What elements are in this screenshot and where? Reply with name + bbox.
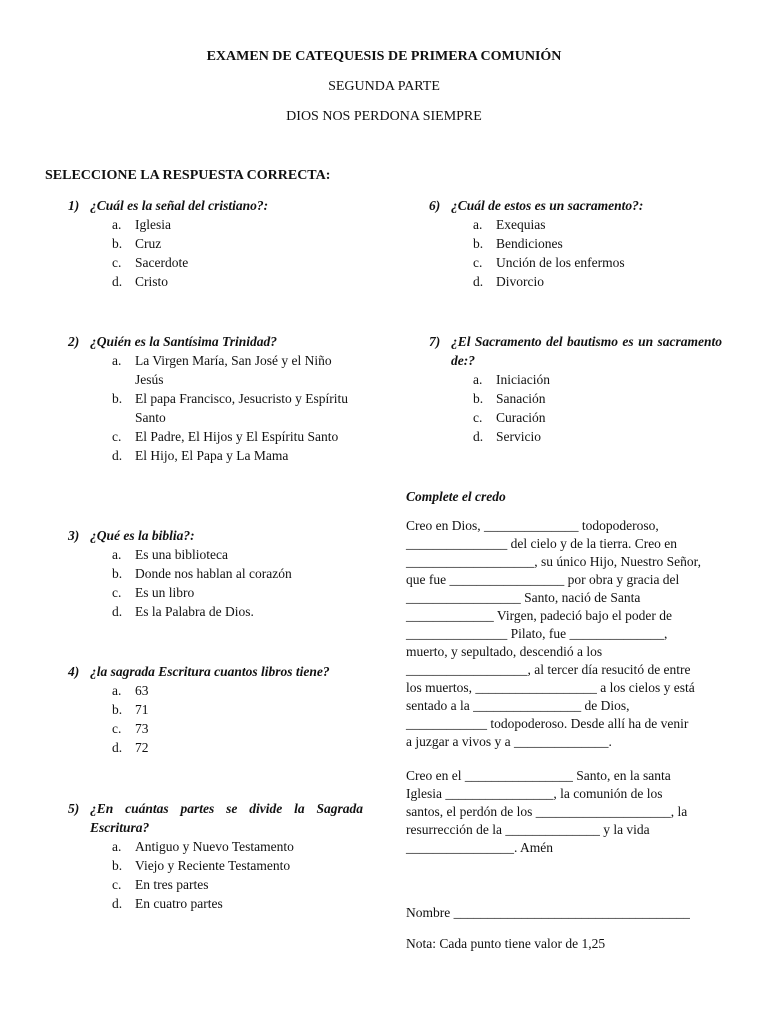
option-letter: d. — [112, 740, 123, 755]
option-text: Es una biblioteca — [135, 547, 228, 562]
answer-option[interactable] — [68, 583, 363, 602]
option-letter: a. — [473, 372, 483, 387]
question-number: 4) — [68, 664, 80, 679]
option-text: 63 — [135, 683, 149, 698]
name-field[interactable]: Nombre ___________________________________ — [406, 905, 690, 920]
question-4 — [68, 662, 363, 757]
option-text: El Padre, El Hijos y El Espíritu Santo — [135, 429, 339, 444]
answer-option[interactable] — [68, 602, 363, 621]
option-text: Es la Palabra de Dios. — [135, 604, 254, 619]
answer-option[interactable] — [68, 389, 363, 427]
option-letter: c. — [473, 410, 483, 425]
answer-option[interactable] — [429, 253, 722, 272]
answer-option[interactable] — [68, 446, 363, 465]
option-letter: b. — [112, 391, 123, 406]
question-text: ¿En cuántas partes se divide la Sagrada Escritura? — [90, 801, 363, 835]
question-text: ¿Qué es la biblia?: — [90, 528, 195, 543]
exam-subtitle-part: SEGUNDA PARTE — [328, 79, 440, 94]
question-2 — [68, 332, 363, 465]
answer-option[interactable] — [429, 408, 722, 427]
question-3 — [68, 526, 363, 621]
question-5 — [68, 799, 363, 913]
answer-option[interactable] — [68, 234, 363, 253]
option-text: Cruz — [135, 236, 162, 251]
option-text: Divorcio — [496, 274, 544, 289]
answer-option[interactable] — [68, 351, 363, 389]
answer-option[interactable] — [68, 427, 363, 446]
answer-option[interactable] — [68, 215, 363, 234]
answer-option[interactable] — [68, 681, 363, 700]
option-letter: b. — [473, 236, 484, 251]
answer-option[interactable] — [68, 719, 363, 738]
option-letter: b. — [112, 858, 123, 873]
option-text: Viejo y Reciente Testamento — [135, 858, 291, 873]
question-number: 2) — [68, 334, 80, 349]
exam-title: EXAMEN DE CATEQUESIS DE PRIMERA COMUNIÓN — [206, 49, 562, 64]
option-text: Servicio — [496, 429, 541, 444]
option-letter: a. — [112, 839, 122, 854]
option-text: 72 — [135, 740, 149, 755]
question-text: ¿Cuál de estos es un sacramento?: — [451, 198, 644, 213]
option-letter: d. — [473, 429, 484, 444]
option-text: Es un libro — [135, 585, 195, 600]
answer-option[interactable] — [68, 545, 363, 564]
question-number: 6) — [429, 198, 441, 213]
answer-option[interactable] — [429, 234, 722, 253]
answer-option[interactable] — [429, 389, 722, 408]
option-letter: a. — [112, 547, 122, 562]
answer-option[interactable] — [68, 875, 363, 894]
question-text: ¿Quién es la Santísima Trinidad? — [90, 334, 278, 349]
question-number: 3) — [68, 528, 80, 543]
option-letter: a. — [112, 353, 122, 368]
option-letter: a. — [112, 683, 122, 698]
answer-option[interactable] — [68, 700, 363, 719]
option-text: Iniciación — [496, 372, 550, 387]
option-letter: c. — [112, 429, 122, 444]
credo-paragraph-2[interactable]: Creo en el ________________ Santo, en la santa Iglesia ________________, la comunión de los santos, el perdón de los ____________________, la resurrección de la ______________ y la vida ________________. Amén — [406, 768, 688, 855]
option-letter: d. — [112, 604, 123, 619]
answer-option[interactable] — [68, 253, 363, 272]
option-text: Cristo — [135, 274, 169, 289]
option-letter: c. — [112, 877, 122, 892]
exam-subtitle-theme: DIOS NOS PERDONA SIEMPRE — [286, 109, 482, 124]
credo-heading: Complete el credo — [406, 489, 506, 504]
answer-option[interactable] — [68, 738, 363, 757]
option-letter: b. — [112, 566, 123, 581]
credo-paragraph-1[interactable]: Creo en Dios, ______________ todopoderoso, _______________ del cielo y de la tierra. Creo en ___________________, su único Hijo, Nuestro Señor, que fue _________________ por obra y gracia del _________________ Santo, nació de Santa _____________ Virgen, padeció bajo el poder de _______________ Pilato, fue ______________, muerto, y sepultado, descendió a los __________________, al tercer día resucitó de entre los muertos, __________________ a los cielos y está sentado a la ________________ de Dios, ____________ todopoderoso. Desde allí ha de venir a juzgar a vivos y a ______________. — [406, 518, 701, 749]
option-text: 71 — [135, 702, 149, 717]
option-text: Bendiciones — [496, 236, 563, 251]
option-letter: b. — [112, 702, 123, 717]
answer-option[interactable] — [68, 856, 363, 875]
option-letter: a. — [112, 217, 122, 232]
option-text: 73 — [135, 721, 149, 736]
question-number: 5) — [68, 801, 80, 816]
question-text: ¿El Sacramento del bautismo es un sacramento de:? — [451, 334, 722, 368]
option-letter: d. — [112, 896, 123, 911]
option-text: Curación — [496, 410, 546, 425]
answer-option[interactable] — [68, 894, 363, 913]
option-text: Sacerdote — [135, 255, 189, 270]
answer-option[interactable] — [429, 215, 722, 234]
option-text: Sanación — [496, 391, 546, 406]
scoring-note: Nota: Cada punto tiene valor de 1,25 — [406, 936, 606, 951]
option-letter: c. — [473, 255, 483, 270]
option-text: En tres partes — [135, 877, 209, 892]
instruction-heading: SELECCIONE LA RESPUESTA CORRECTA: — [45, 168, 331, 183]
option-letter: d. — [473, 274, 484, 289]
answer-option[interactable] — [429, 370, 722, 389]
option-letter: c. — [112, 721, 122, 736]
question-number: 7) — [429, 334, 441, 349]
answer-option[interactable] — [429, 272, 722, 291]
option-text: El Hijo, El Papa y La Mama — [135, 448, 289, 463]
question-7 — [429, 332, 722, 446]
option-letter: b. — [112, 236, 123, 251]
answer-option[interactable] — [68, 564, 363, 583]
answer-option[interactable] — [68, 837, 363, 856]
option-letter: d. — [112, 274, 123, 289]
option-letter: d. — [112, 448, 123, 463]
answer-option[interactable] — [68, 272, 363, 291]
option-text: Exequias — [496, 217, 546, 232]
option-text: La Virgen María, San José y el Niño Jesús — [135, 353, 332, 387]
question-text: ¿Cuál es la señal del cristiano?: — [90, 198, 269, 213]
option-letter: b. — [473, 391, 484, 406]
option-text: En cuatro partes — [135, 896, 223, 911]
option-text: El papa Francisco, Jesucristo y Espíritu Santo — [135, 391, 348, 425]
option-letter: a. — [473, 217, 483, 232]
question-text: ¿la sagrada Escritura cuantos libros tiene? — [90, 664, 330, 679]
option-text: Antiguo y Nuevo Testamento — [135, 839, 294, 854]
option-letter: c. — [112, 255, 122, 270]
question-1 — [68, 196, 363, 291]
option-text: Iglesia — [135, 217, 171, 232]
question-number: 1) — [68, 198, 80, 213]
option-text: Unción de los enfermos — [496, 255, 625, 270]
option-text: Donde nos hablan al corazón — [135, 566, 292, 581]
option-letter: c. — [112, 585, 122, 600]
answer-option[interactable] — [429, 427, 722, 446]
question-6 — [429, 196, 722, 291]
